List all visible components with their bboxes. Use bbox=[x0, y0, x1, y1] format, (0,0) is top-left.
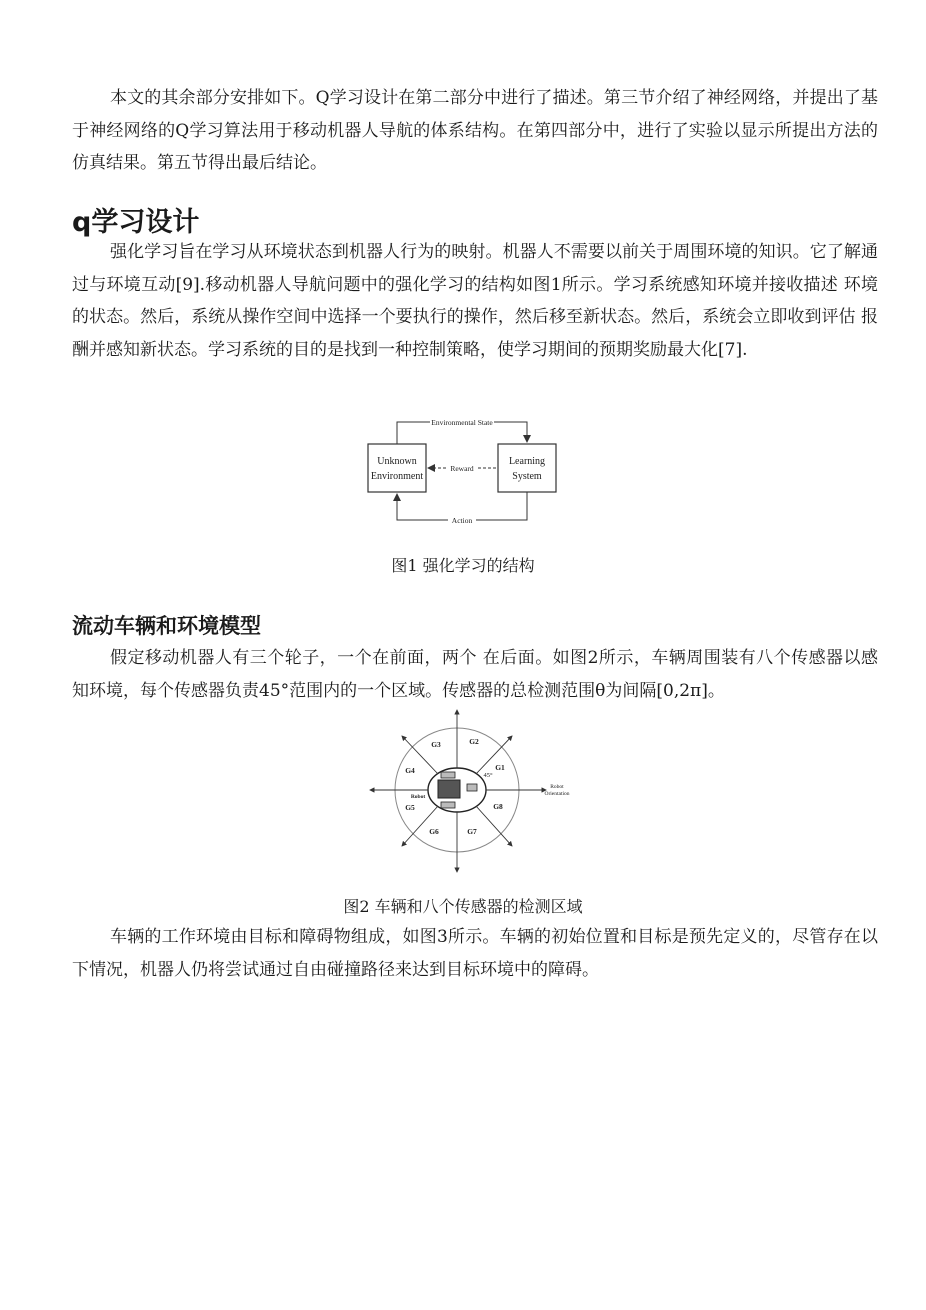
robot-body-icon bbox=[438, 780, 460, 798]
figure-2-sensor-zones bbox=[362, 706, 582, 878]
robot-label: Robot bbox=[410, 794, 426, 800]
section-heading-vehicle-model: 流动车辆和环境模型 bbox=[72, 614, 261, 638]
q-learning-paragraph: 强化学习旨在学习从环境状态到机器人行为的映射。机器人不需要以前关于周围环境的知识。它了解通过与环境互动[9].移动机器人导航问题中的强化学习的结构如图1所示。学习系统感知环境并接收描述 环境的状态。然后，系统从操作空间中选择一个要执行的操作，然后移至新状态。然后，系统会立即收到评估 报酬并感知新状态。学习系统的目的是找到一种控制策略，使学习期间的预期奖励最大化[7]. bbox=[72, 242, 878, 360]
orientation-label-line2: Orientation bbox=[544, 791, 570, 797]
zone-g8-label: G8 bbox=[493, 802, 503, 811]
zone-g6-label: G6 bbox=[429, 827, 439, 836]
angle-45-label: 45° bbox=[483, 772, 493, 779]
sensor-axis-up-right bbox=[476, 736, 512, 774]
zone-g7-label: G7 bbox=[467, 827, 477, 836]
zone-g1-label: G1 bbox=[495, 763, 505, 772]
learning-system-box bbox=[498, 444, 556, 492]
unknown-environment-label-line1: Unknown bbox=[377, 456, 417, 467]
rear-wheel-bottom-icon bbox=[441, 802, 455, 808]
front-wheel-icon bbox=[467, 784, 477, 791]
learning-system-label-line2: System bbox=[512, 471, 542, 482]
unknown-environment-label-line2: Environment bbox=[370, 471, 424, 482]
zone-g4-label: G4 bbox=[405, 766, 415, 775]
orientation-label-line1: Robot bbox=[550, 784, 564, 790]
action-label: Action bbox=[451, 516, 473, 525]
section-heading-q-learning: q学习设计 bbox=[72, 207, 200, 238]
figure-1-rl-structure bbox=[360, 410, 570, 532]
reward-label: Reward bbox=[450, 464, 474, 473]
figure-2-caption: 图2 车辆和八个传感器的检测区域 bbox=[343, 897, 583, 916]
vehicle-paragraph-2: 车辆的工作环境由目标和障碍物组成，如图3所示。车辆的初始位置和目标是预先定义的，尽管存在以下情况，机器人仍将尝试通过自由碰撞路径来达到目标环境中的障碍。 bbox=[72, 927, 878, 980]
vehicle-paragraph-1: 假定移动机器人有三个轮子，一个在前面，两个 在后面。如图2所示，车辆周围装有八个传感器以感 知环境，每个传感器负责45°范围内的一个区域。传感器的总检测范围θ为间隔[0,2π]。 bbox=[72, 648, 878, 701]
zone-g3-label: G3 bbox=[431, 740, 441, 749]
unknown-environment-box bbox=[368, 444, 426, 492]
zone-g5-label: G5 bbox=[405, 803, 415, 812]
rear-wheel-top-icon bbox=[441, 772, 455, 778]
figure-1-caption: 图1 强化学习的结构 bbox=[391, 556, 535, 575]
learning-system-label-line1: Learning bbox=[508, 456, 546, 467]
intro-paragraph: 本文的其余部分安排如下。Q学习设计在第二部分中进行了描述。第三节介绍了神经网络，并提出了基于神经网络的Q学习算法用于移动机器人导航的体系结构。在第四部分中，进行了实验以显示所提出方法的仿真结果。第五节得出最后结论。 bbox=[72, 88, 878, 173]
zone-g2-label: G2 bbox=[469, 737, 479, 746]
environmental-state-label: Environmental State bbox=[431, 418, 493, 427]
